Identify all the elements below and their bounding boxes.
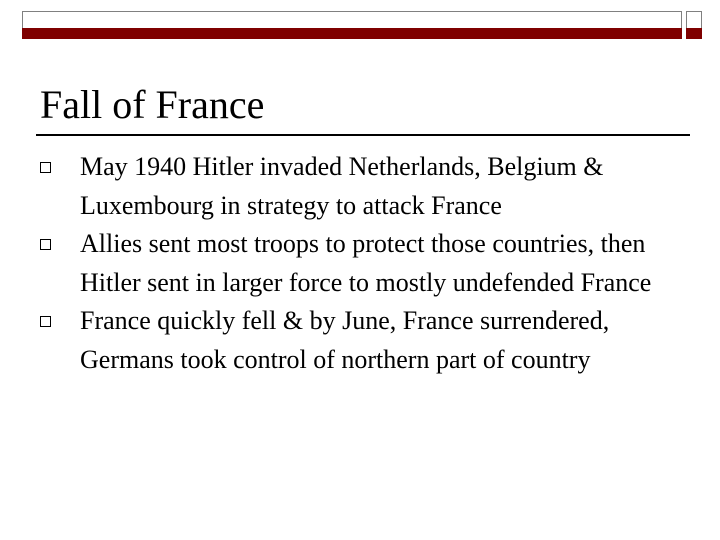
hollow-square-icon	[40, 239, 51, 250]
bullet-text: Allies sent most troops to protect those countries, then Hitler sent in larger force to mostly undefended France	[80, 229, 652, 297]
bullet-text: May 1940 Hitler invaded Netherlands, Belgium & Luxembourg in strategy to attack France	[80, 152, 604, 220]
bullet-list	[40, 148, 700, 379]
bullet-item	[40, 148, 700, 225]
corner-box-accent-stripe	[686, 28, 702, 39]
bullet-text: France quickly fell & by June, France surrendered, Germans took control of northern part of country	[80, 306, 610, 374]
title-underline	[36, 134, 690, 136]
header-accent-stripe	[22, 28, 682, 39]
bullet-item	[40, 225, 700, 302]
bullet-item	[40, 302, 700, 379]
hollow-square-icon	[40, 316, 51, 327]
slide-title: Fall of France	[40, 82, 265, 127]
hollow-square-icon	[40, 162, 51, 173]
